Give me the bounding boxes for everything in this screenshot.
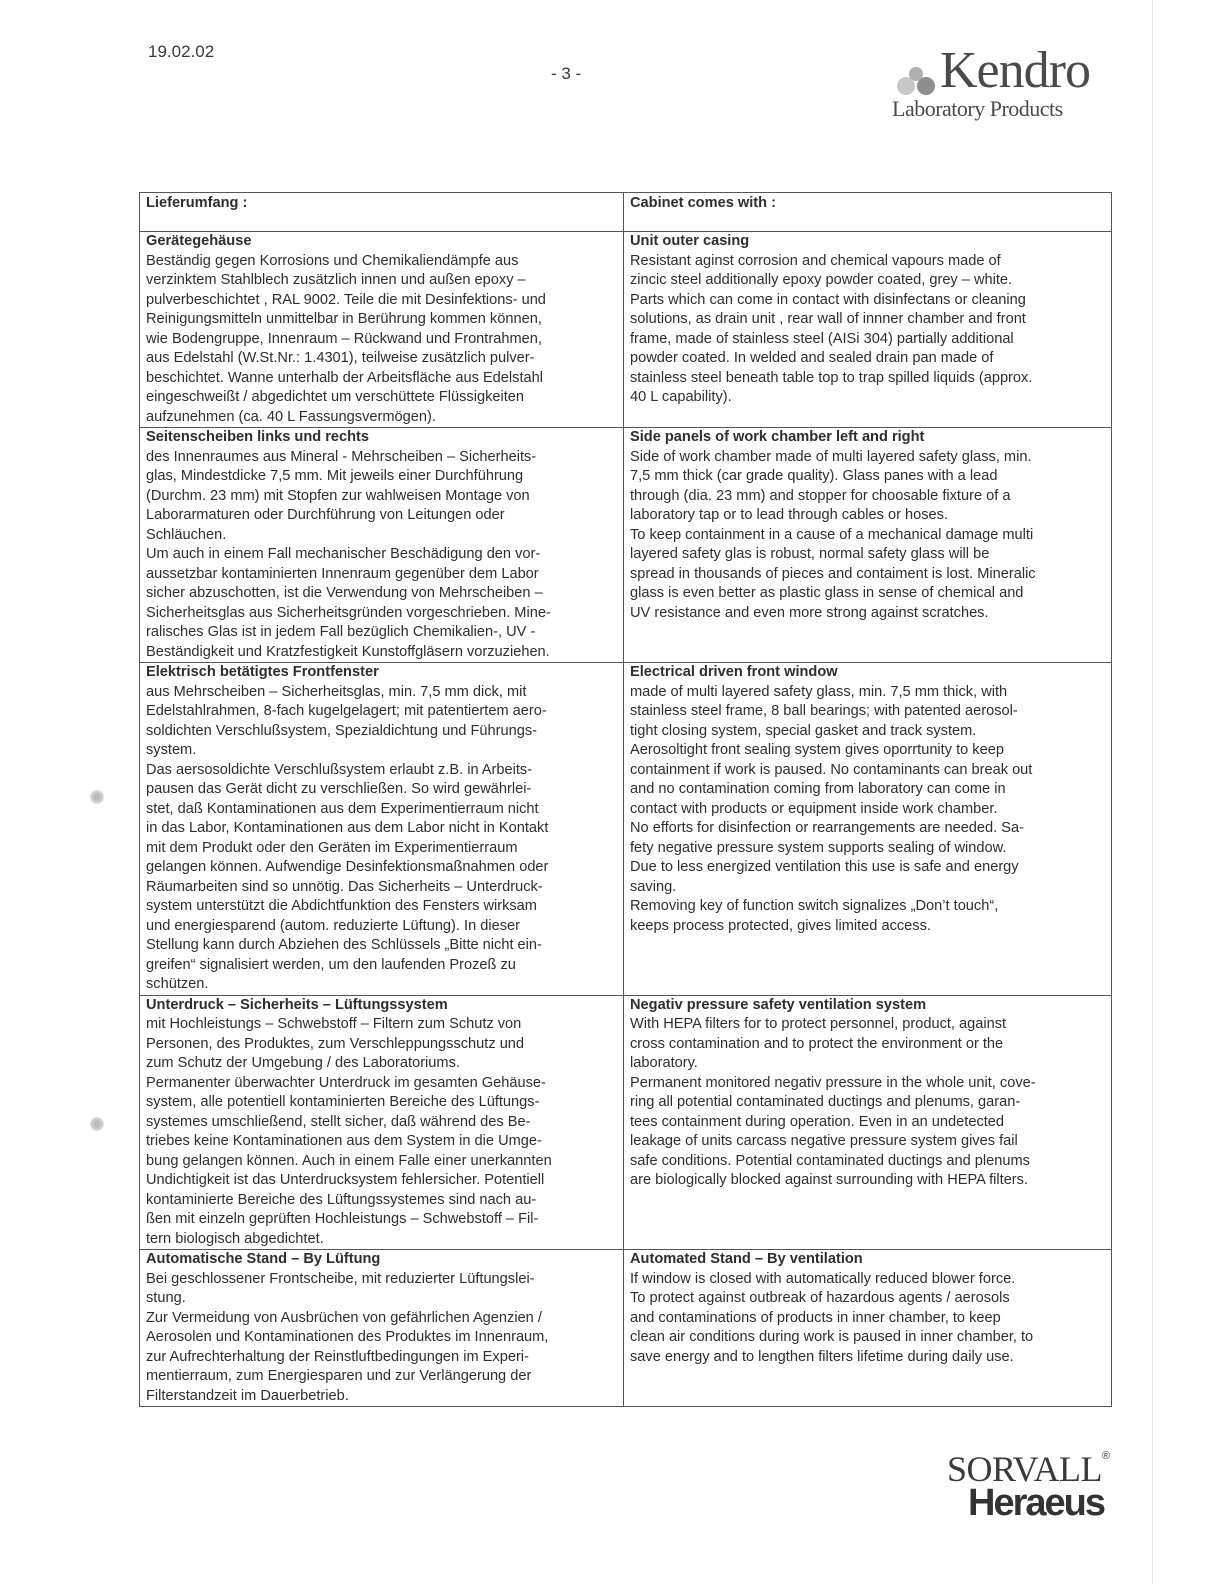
sorvall-heraeus-logo: [940, 1448, 1110, 1528]
table-row: [140, 428, 1112, 663]
section-title: Automatische Stand – By Lüftung: [146, 1251, 381, 1267]
kendro-subtitle: Laboratory Products: [892, 96, 1063, 121]
document-date: 19.02.02: [148, 42, 215, 61]
kendro-brand-name: Kendro: [940, 42, 1090, 99]
table-row: [140, 995, 1112, 1250]
page-number: - 3 -: [551, 64, 582, 83]
section-body: If window is closed with automatically reduced blower force. To protect against outbreak of hazardous agents / aerosols and contaminations of products in inner chamber, to keep clean air conditions during work is paused in inner chamber, to save energy and to lengthen filters lifetime during daily use.: [630, 1270, 1034, 1365]
specification-table: [139, 192, 1112, 1407]
table-row: [140, 232, 1112, 428]
section-title: Elektrisch betätigtes Frontfenster: [146, 664, 379, 680]
section-body: made of multi layered safety glass, min. 7,5 mm thick, with stainless steel frame, 8 ball bearings; with patented aerosol- tight closing system, special gasket and track system. Aerosoltight front sealing system gives oporrtunity to keep containment if work is paused. No contaminants can break out and no contamination coming from laboratory can come in contact with products or equipment inside work chamber. No efforts for disinfection or rearrangements are needed. Sa- fety negative pressure system supports sealing of window. Due to less energized ventilation this use is safe and energy saving. Removing key of function switch signalizes „Don’t touch“, keeps process protected, gives limited access.: [630, 683, 1033, 934]
section-cell-de: [140, 995, 624, 1250]
punch-hole-mark: [90, 790, 104, 804]
section-cell-de: [140, 663, 624, 996]
section-cell-en: [624, 995, 1112, 1250]
section-body: Bei geschlossener Frontscheibe, mit reduzierter Lüftungslei- stung. Zur Vermeidung von Ausbrüchen von gefährlichen Agenzien / Aerosolen und Kontaminationen des Produktes im Innenraum, zur Aufrechterhaltung der Reinstluftbedingungen im Experi- mentierraum, zum Energiesparen und zur Verlängerung der Filterstandzeit im Dauerbetrieb.: [146, 1270, 549, 1404]
section-cell-de: [140, 1250, 624, 1407]
section-body: des Innenraumes aus Mineral - Mehrscheiben – Sicherheits- glas, Mindestdicke 7,5 mm. Mit jeweils einer Durchführung (Durchm. 23 mm) mit Stopfen zur wahlweisen Montage von Laborarmaturen oder Durchführung von Leitungen oder Schläuchen. Um auch in einem Fall mechanischer Beschädigung den vor- aussetzbar kontaminierten Innenraum gegenüber dem Labor sicher abzuschotten, ist die Verwendung von Mehrscheiben – Sicherheitsglas aus Sicherheitsgründen vorgeschrieben. Mine- ralisches Glas ist in jedem Fall bezüglich Chemikalien-, UV - Beständigkeit und Kratzfestigkeit Kunstoffgläsern vorzuziehen.: [146, 448, 551, 660]
kendro-logo: [888, 42, 1104, 122]
sorvall-brand-name: SORVALL: [947, 1449, 1102, 1489]
section-body: Resistant aginst corrosion and chemical vapours made of zincic steel additionally epoxy powder coated, grey – white. Parts which can come in contact with disinfectans or cleaning solutions, as drain unit , rear wall of innner chamber and front frame, made of stainless steel (AISi 304) partially additional powder coated. In welded and sealed drain pan made of stainless steel beneath table top to trap spilled liquids (approx. 40 L capability).: [630, 252, 1033, 405]
section-cell-en: [624, 663, 1112, 996]
section-body: mit Hochleistungs – Schwebstoff – Filtern zum Schutz von Personen, des Produktes, zum Verschleppungsschutz und zum Schutz der Umgebung / des Laboratoriums. Permanenter überwachter Unterdruck im gesamten Gehäuse- system, alle potentiell kontaminierten Bereiche des Lüftungs- systemes umschließend, stellt sicher, daß während des Be- triebes keine Kontaminationen aus dem System in die Umge- bung gelangen können. Auch in einem Falle einer unerkannten Undichtigkeit ist das Unterdrucksystem fehlersicher. Potentiell kontaminierte Bereiche des Lüftungssystemes sind nach au- ßen mit einzeln geprüften Hochleistungs – Schwebstoff – Fil- tern biologisch abgedichtet.: [146, 1016, 552, 1247]
section-title: Automated Stand – By ventilation: [630, 1251, 863, 1267]
registered-mark: ®: [1101, 1450, 1110, 1462]
section-title: Side panels of work chamber left and right: [630, 429, 925, 445]
section-cell-en: [624, 1250, 1112, 1407]
section-title: Unit outer casing: [630, 233, 750, 249]
section-body: Side of work chamber made of multi layered safety glass, min. 7,5 mm thick (car grade quality). Glass panes with a lead through (dia. 23 mm) and stopper for choosable fixture of a laboratory tap or to lead through cables or hoses. To keep containment in a cause of a mechanical damage multi layered safety glas is robust, normal safety glass will be spread in thousands of pieces and contaiment is lost. Mineralic glass is even better as plastic glass in sense of chemical and UV resistance and even more strong against scratches.: [630, 448, 1036, 621]
punch-hole-mark: [90, 1117, 104, 1131]
section-body: Beständig gegen Korrosions und Chemikaliendämpfe aus verzinktem Stahlblech zusätzlich innen und außen epoxy – pulverbeschichtet , RAL 9002. Teile die mit Desinfektions- und Reinigungsmitteln unmittelbar in Berührung kommen können, wie Bodengruppe, Innenraum – Rückwand und Frontrahmen, aus Edelstahl (W.St.Nr.: 1.4301), teilweise zusätzlich pulver- beschichtet. Wanne unterhalb der Arbeitsfläche aus Edelstahl eingeschweißt / abgedichtet um verschüttete Flüssigkeiten aufzunehmen (ca. 40 L Fassungsvermögen).: [146, 252, 546, 425]
header-cell-de: Lieferumfang :: [140, 193, 624, 232]
section-cell-en: [624, 232, 1112, 428]
heraeus-brand-name: Heraeus: [968, 1482, 1104, 1524]
table-header-row: [140, 193, 1112, 232]
section-title: Unterdruck – Sicherheits – Lüftungssystem: [146, 996, 448, 1013]
section-body: With HEPA filters for to protect personnel, product, against cross contamination and to protect the environment or the laboratory. Permanent monitored negativ pressure in the whole unit, cove- ring all potential contaminated ductings and plenums, garan- tees containment during operation. Even in an undetected leakage of units carcass negative pressure system gives fail safe conditions. Potential contaminated ductings and plenums are biologically blocked against surrounding with HEPA filters.: [630, 1016, 1036, 1188]
section-cell-de: [140, 232, 624, 428]
table-row: [140, 1250, 1112, 1407]
section-cell-en: [624, 428, 1112, 663]
section-title: Seitenscheiben links und rechts: [146, 429, 370, 445]
section-body: aus Mehrscheiben – Sicherheitsglas, min. 7,5 mm dick, mit Edelstahlrahmen, 8-fach kugelgelagert; mit patentiertem aero- soldichten Verschlußsystem, Spezialdichtung und Führungs- system. Das aersosoldichte Verschlußsystem erlaubt z.B. in Arbeits- pausen das Gerät dicht zu verschließen. So wird gewährlei- stet, daß Kontaminationen aus dem Experimentierraum nicht in das Labor, Kontaminationen aus dem Labor nicht in Kontakt mit dem Produkt oder den Geräten im Experimentierraum gelangen können. Aufwendige Desinfektionsmaßnahmen oder Räumarbeiten sind so unnötig. Das Sicherheits – Unterdruck- system unterstützt die Abdichtfunktion des Fensters wirksam und energiesparend (autom. reduzierte Lüftung). In dieser Stellung kann durch Abziehen des Schlüssels „Bitte nicht ein- greifen“ signalisiert werden, um den laufenden Prozeß zu schützen.: [146, 683, 549, 992]
section-title: Negativ pressure safety ventilation system: [630, 996, 927, 1013]
table-row: [140, 663, 1112, 996]
section-cell-de: [140, 428, 624, 663]
section-title: Electrical driven front window: [630, 664, 838, 680]
header-cell-en: Cabinet comes with :: [624, 193, 1112, 232]
scan-edge-line: [1152, 0, 1153, 1584]
section-title: Gerätegehäuse: [146, 233, 252, 249]
